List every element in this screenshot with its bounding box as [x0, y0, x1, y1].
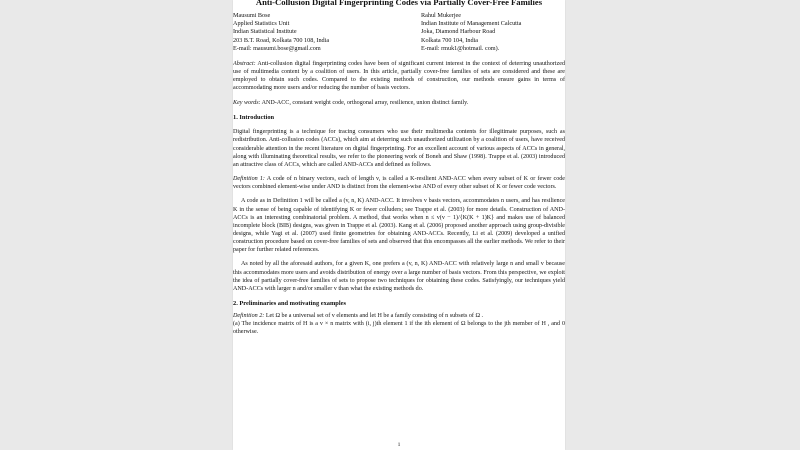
- author-affiliation: Indian Statistical Institute: [233, 28, 297, 36]
- author-affiliation: Joka, Diamond Harbour Road: [421, 28, 496, 36]
- author-address: 203 B.T. Road, Kolkata 700 108, India: [233, 36, 330, 44]
- author-2: [421, 12, 565, 53]
- intro-paragraph-1: Digital fingerprinting is a technique for tracing consumers who use their multimedia contents for illegitimate purposes, such as redistribution. Anti-collusion codes (ACCs), which aim at deterring such unauthorized utilization by a coalition of users, have received considerable attention in the recent literature on digital fingerprinting. For an excellent account of various aspects of ACCs in general, along with illuminating theoretical results, we refer to the pioneering work of Boneh and Shaw (1998). Trappe et al. (2003) introduced an attractive class of ACCs, which are called AND-ACCs and defined as follows.: [233, 129, 565, 168]
- page-number: 1: [397, 442, 401, 448]
- definition-2-part-a: (a) The incidence matrix of H is a v × n matrix with (i, j)th element 1 if the ith element of Ω belongs to the jth member of H , and 0 otherwise.: [233, 320, 565, 335]
- keywords-label: Key words: [233, 99, 259, 106]
- author-1: [233, 12, 421, 53]
- author-affiliation: Indian Institute of Management Calcutta: [421, 20, 522, 28]
- keywords: [233, 99, 565, 107]
- author-name: Mausumi Bose: [233, 12, 271, 19]
- keywords-text: : AND-ACC, constant weight code, orthogonal array, resilience, union distinct family.: [258, 99, 469, 106]
- intro-paragraph-3: As noted by all the aforesaid authors, for a given K, one prefers a (v, n, K) AND-ACC with relatively large n and small v because this accommodates more users and avoids distribution of energy over a large number of basis vectors. From this perspective, we exploit the idea of partially cover-free families of sets to propose two techniques for obtaining these codes. Satisfyingly, our techniques yield AND-ACCs with larger n and/or smaller v than what the existing methods do.: [233, 261, 565, 292]
- abstract-text: Anti-collusion digital fingerprinting codes have been of significant current interest in the context of deterring unauthorized use of multimedia content by a coalition of users. In this article, partially cover-free families of sets are considered and these are employed to obtain such codes. Compared to the existing methods of construction, our methods ensure gains in terms of accommodating more users and/or reducing the number of basis vectors.: [233, 61, 565, 92]
- author-email: E-mail: mausumi.bose@gmail.com: [233, 44, 321, 52]
- definition-1: [233, 175, 565, 191]
- definition-2: [233, 312, 565, 320]
- section-heading-preliminaries: 2. Preliminaries and motivating examples: [233, 300, 346, 308]
- definition-2-label: Definition 2:: [233, 312, 265, 319]
- definition-1-text: A code of n binary vectors, each of length v, is called a K-resilient AND-ACC when every subset of K or fewer code vectors combined element-wise under AND is distinct from the element-wise AND of every other subset of K or fewer code vectors.: [233, 176, 565, 191]
- author-email: E-mail: rmuk1@hotmail. com).: [421, 44, 500, 52]
- author-name: Rahul Mukerjee: [421, 12, 462, 19]
- author-block: [233, 12, 565, 53]
- paper-page: [233, 0, 565, 450]
- author-address: Kolkata 700 104, India: [421, 36, 479, 44]
- section-heading-introduction: 1. Introduction: [233, 113, 275, 121]
- definition-2-text: Let Ω be a universal set of v elements and let H be a family consisting of n subsets of Ω .: [264, 312, 484, 319]
- abstract: [233, 60, 565, 93]
- paper-title: Anti-Collusion Digital Fingerprinting Codes via Partially Cover-Free Families: [255, 0, 543, 7]
- author-affiliation: Applied Statistics Unit: [233, 20, 290, 28]
- definition-1-label: Definition 1:: [233, 176, 265, 183]
- intro-paragraph-2: A code as in Definition 1 will be called a (v, n, K) AND-ACC. It involves v basis vectors, accommodates n users, and has resilience K in the sense of being capable of identifying K or fewer colluders; see Trappe et al. (2003) for more details. Construction of AND-ACCs is an interesting combinatorial problem. A method, that works when n ≤ v(v − 1)/{K(K + 1)K} and makes use of balanced incomplete block (BIB) designs, was given in Trappe et al. (2003). Kang et al. (2006) proposed another approach using group-divisible designs, while Yagi et al. (2007) used finite geometries for obtaining AND-ACCs. Recently, Li et al. (2009) developed a unified construction procedure based on cover-free families of sets and observed that this encompasses all the earlier methods. We refer to their paper for further related references.: [233, 198, 565, 254]
- abstract-label: Abstract:: [233, 61, 256, 68]
